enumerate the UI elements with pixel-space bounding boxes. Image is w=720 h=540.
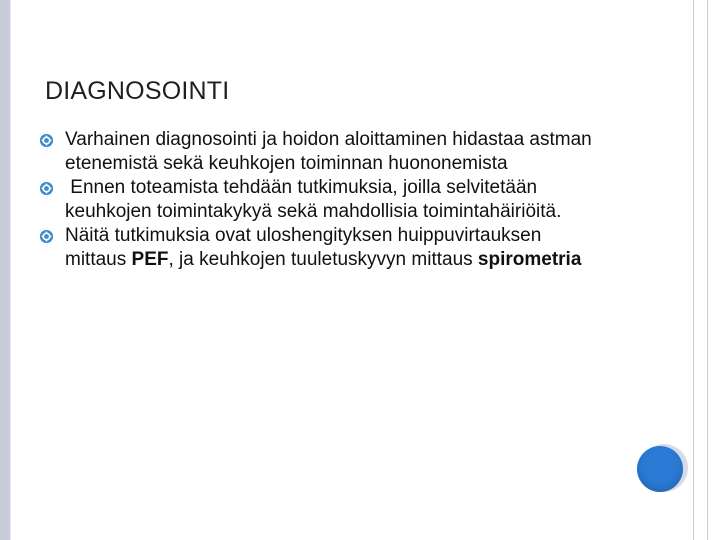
left-frame-bar (0, 0, 10, 540)
left-frame-line (10, 0, 11, 540)
gear-icon (40, 230, 53, 243)
decorative-circle (637, 446, 683, 492)
bullet-text: Näitä tutkimuksia ovat uloshengityksen huippuvirtauksen mittaus (65, 225, 542, 270)
bullet-text: Ennen toteamista tehdään tutkimuksia, joilla selvitetään keuhkojen toimintakykyä sekä mahdollisia toimintahäiriöitä. (65, 177, 562, 222)
bullet-bold-term: spirometria (477, 249, 582, 270)
bullet-text: Varhainen diagnosointi ja hoidon aloittaminen hidastaa astman etenemistä sekä keuhkojen toiminnan huononemista (65, 129, 592, 174)
bullet-bold-term: PEF (131, 249, 169, 270)
bullet-list (40, 128, 600, 272)
right-rule-line (707, 0, 708, 540)
gear-icon (40, 134, 53, 147)
bullet-item (40, 224, 600, 272)
right-rule-line (693, 0, 694, 540)
bullet-text: , ja keuhkojen tuuletuskyvyn mittaus (168, 249, 478, 270)
bullet-item (40, 128, 600, 176)
gear-icon (40, 182, 53, 195)
slide-title: DIAGNOSOINTI (45, 77, 230, 105)
bullet-item (40, 176, 600, 224)
